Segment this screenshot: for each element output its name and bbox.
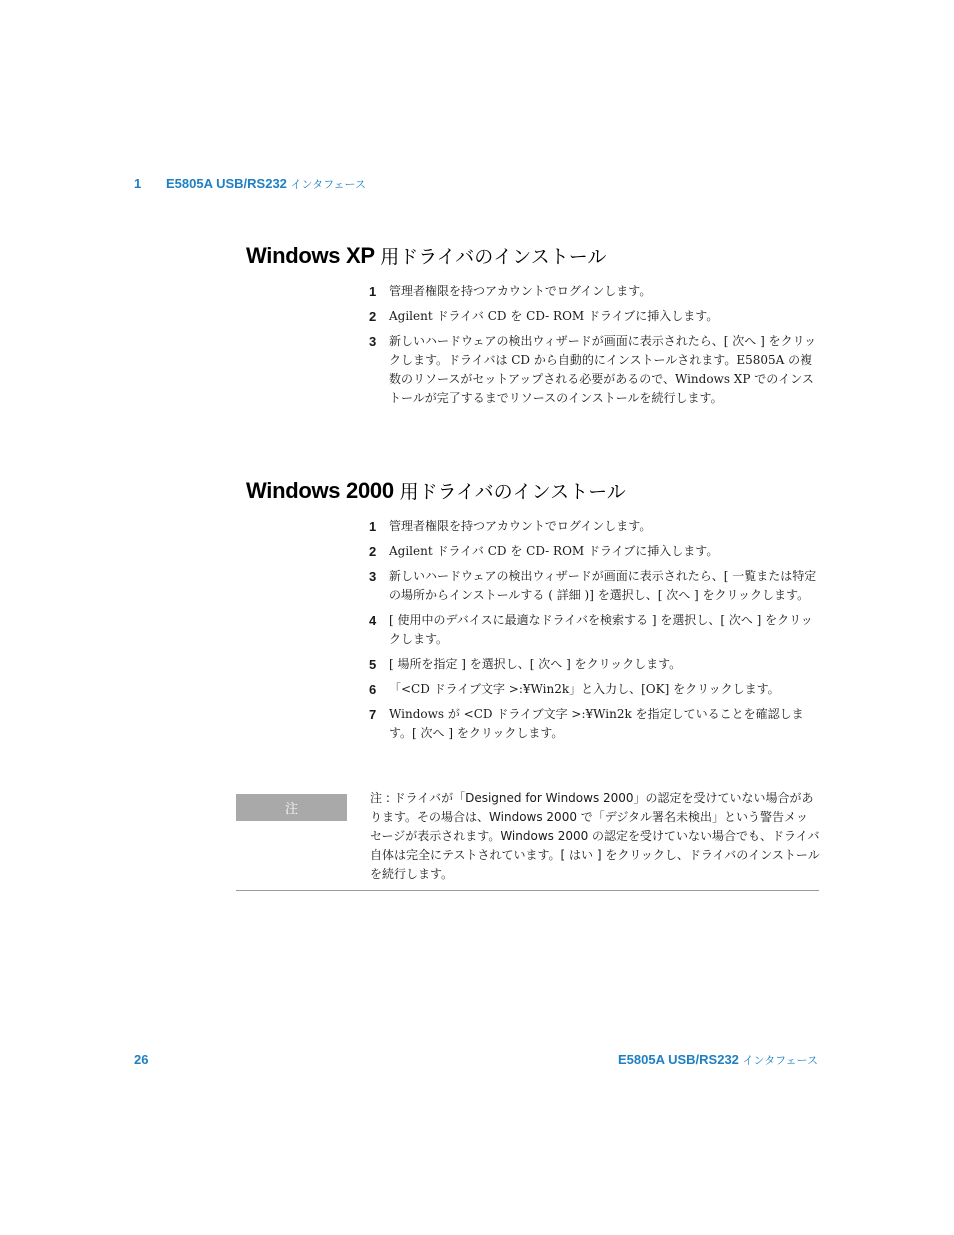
step-text: [ 場所を指定 ] を選択し、[ 次へ ] をクリックします。 <box>389 657 682 671</box>
step-number: 5 <box>369 657 377 672</box>
step-text: 新しいハードウェアの検出ウィザードが画面に表示されたら、[ 一覧または特定の場所からインストールする ( 詳細 )] を選択し、[ 次へ ] をクリックします。 <box>389 569 817 602</box>
chapter-number: 1 <box>134 176 142 191</box>
steps-xp <box>369 282 821 414</box>
step-item <box>369 567 821 605</box>
step-text: Agilent ドライバ CD を CD- ROM ドライブに挿入します。 <box>389 309 719 323</box>
step-item <box>369 680 821 699</box>
section-title-2000-en: Windows 2000 <box>246 478 394 503</box>
running-header <box>134 176 366 192</box>
section-title-2000 <box>246 477 626 504</box>
step-item <box>369 282 821 301</box>
section-title-2000-jp: 用ドライバのインストール <box>399 481 626 503</box>
step-text: 管理者権限を持つアカウントでログインします。 <box>389 519 652 533</box>
step-number: 1 <box>369 284 377 299</box>
note-label: 注 <box>284 802 298 817</box>
note-text: 注 : ドライバが「Designed for Windows 2000」の認定を受けていない場合があります。その場合は、Windows 2000 で「デジタル署名未検出」という警告メッセージが表示されます。Windows 2000 の認定を受けていない場合でも、ドライバ自体は完全にテストされています。[ はい ] をクリックし、ドライバのインストールを続行します。 <box>370 791 820 881</box>
step-item <box>369 307 821 326</box>
step-item <box>369 517 821 536</box>
step-number: 3 <box>369 569 377 584</box>
step-text: Windows が <CD ドライブ文字 >:¥Win2k を指定していることを確認します。[ 次へ ] をクリックします。 <box>389 707 804 740</box>
running-footer <box>618 1052 818 1068</box>
step-item <box>369 332 821 408</box>
step-number: 1 <box>369 519 377 534</box>
note-divider <box>236 890 819 891</box>
step-number: 3 <box>369 334 377 349</box>
step-text: 新しいハードウェアの検出ウィザードが画面に表示されたら、[ 次へ ] をクリックします。ドライバは CD から自動的にインストールされます。E5805A の複数のリソースがセットアップされる必要があるので、Windows XP でのインストールが完了するまでリソースのインストールを続行します。 <box>389 334 817 405</box>
page-number: 26 <box>134 1052 149 1067</box>
step-text: 管理者権限を持つアカウントでログインします。 <box>389 284 652 298</box>
step-item <box>369 611 821 649</box>
footer-subtitle: インタフェース <box>742 1054 818 1067</box>
header-subtitle: インタフェース <box>290 178 367 191</box>
header-title: E5805A USB/RS232 <box>166 176 287 191</box>
section-title-xp-en: Windows XP <box>246 243 375 268</box>
step-number: 2 <box>369 309 377 324</box>
step-item <box>369 705 821 743</box>
section-title-xp <box>246 242 606 269</box>
step-text: [ 使用中のデバイスに最適なドライバを検索する ] を選択し、[ 次へ ] をクリックします。 <box>389 613 813 646</box>
footer-title: E5805A USB/RS232 <box>617 1052 739 1067</box>
step-text: 「<CD ドライブ文字 >:¥Win2k」と入力し、[OK] をクリックします。 <box>389 682 780 696</box>
step-number: 6 <box>369 682 377 697</box>
step-text: Agilent ドライバ CD を CD- ROM ドライブに挿入します。 <box>389 544 719 558</box>
note-label-box <box>236 794 347 821</box>
step-item <box>369 542 821 561</box>
section-title-xp-jp: 用ドライバのインストール <box>380 246 607 268</box>
step-number: 7 <box>369 707 377 722</box>
step-item <box>369 655 821 674</box>
steps-2000 <box>369 517 821 749</box>
step-number: 4 <box>369 613 377 628</box>
step-number: 2 <box>369 544 377 559</box>
